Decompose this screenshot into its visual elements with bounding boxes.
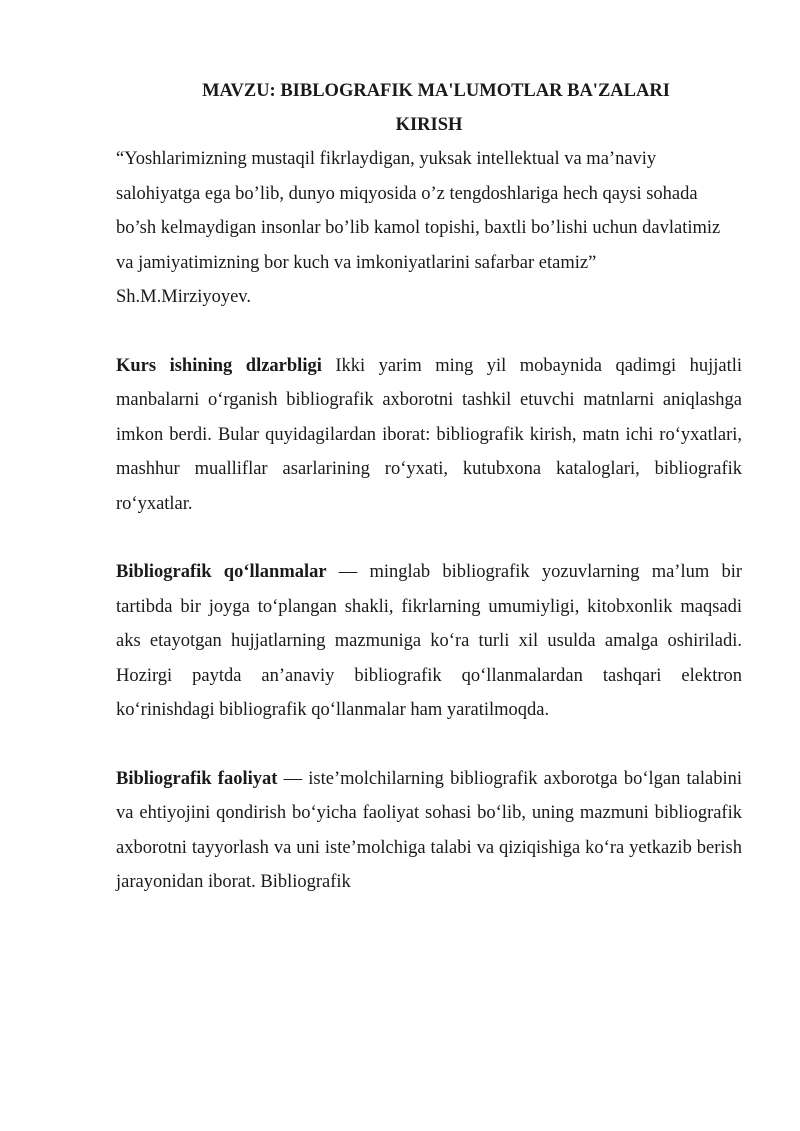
section-bibliographic-activity (116, 762, 742, 900)
section-text: — minglab bibliografik yozuvlarning ma’lum bir tartibda bir joyga to‘plangan shakli, fikrlarning umumiyligi, kitobxonlik maqsadi aks etayotgan hujjatlarning mazmuniga ko‘ra turli xil usulda amalga oshiriladi. Hozirgi paytda an’anaviy bibliografik qo‘llanmalardan tashqari elektron ko‘rinishdagi bibliografik qo‘llanmalar ham yaratilmoqda. (116, 562, 742, 720)
section-bibliographic-guides (116, 555, 742, 728)
paragraph-spacer (116, 315, 742, 349)
document-subtitle: KIRISH (395, 115, 463, 135)
section-text: — iste’molchilarning bibliografik axborotga bo‘lgan talabini va ehtiyojini qondirish bo‘yicha faoliyat sohasi bo‘lib, uning mazmuni bibliografik axborotni tayyorlash va uni iste’molchiga talabi va qiziqishiga ko‘ra yetkazib berish jarayonidan iborat. Bibliografik (116, 768, 743, 892)
paragraph-spacer (116, 521, 742, 555)
section-term: Kurs ishining dlzarbligi (116, 355, 322, 376)
paragraph-spacer (116, 728, 742, 762)
epigraph-quote: “Yoshlarimizning mustaqil fikrlaydigan, yuksak intellektual va ma’naviy salohiyatga ega bo’lib, dunyo miqyosida o’z tengdoshlariga hech qaysi sohada bo’sh kelmaydigan insonlar bo’lib kamol topishi, baxtli bo’lishi uchun davlatimiz va jamiyatimizning bor kuch va imkoniyatlarini safarbar etamiz” (116, 149, 721, 273)
document-page (116, 74, 742, 900)
section-term: Bibliografik qo‘llanmalar (116, 562, 327, 582)
section-term: Bibliografik faoliyat (116, 768, 278, 789)
section-text: Ikki yarim ming yil mobaynida qadimgi hujjatli manbalarni o‘rganish bibliografik axborotni tashkil etuvchi matnlarni aniqlashga imkon berdi. Bular quyidagilardan iborat: bibliografik kirish, matn ichi ro‘yxatlari, mashhur mualliflar asarlarining ro‘yxati, kutubxona kataloglari, bibliografik ro‘yxatlar. (116, 355, 742, 514)
section-relevance (116, 349, 742, 522)
epigraph-author: Sh.M.Mirziyoyev. (116, 287, 251, 307)
document-title: MAVZU: BIBLOGRAFIK MA'LUMOTLAR BA'ZALARI (202, 81, 670, 101)
